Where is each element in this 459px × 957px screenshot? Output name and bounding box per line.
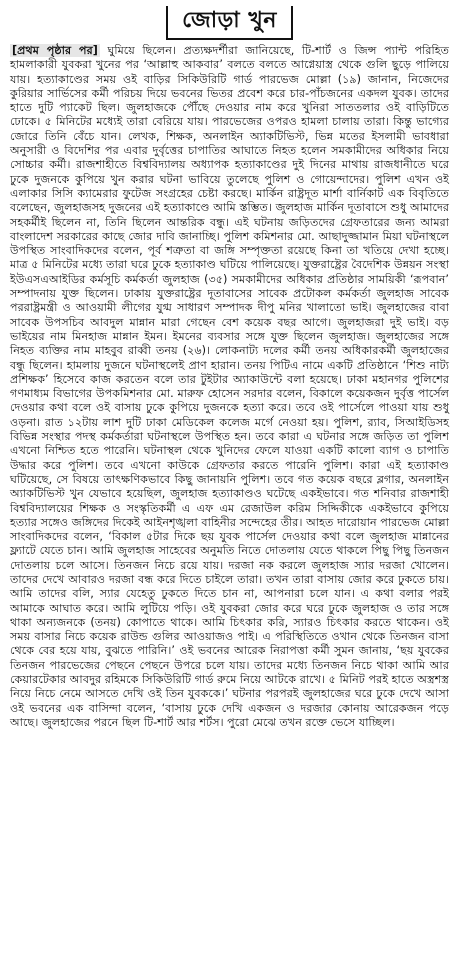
continued-from-front-page-label: [প্রথম পৃষ্ঠার পর] [12, 44, 98, 57]
article-paragraph [10, 44, 449, 730]
article-headline: জোড়া খুন [166, 6, 293, 40]
article-body [10, 44, 449, 730]
headline-box [0, 0, 459, 42]
article-text: ঘুমিয়ে ছিলেন। প্রত্যক্ষদর্শীরা জানিয়েছে, টি-শার্ট ও জিন্স প্যান্ট পরিহিত হামলাকারী যুবকরা খুনের পর ‘আল্লাহু আকবার’ বলতে বলতে আগ্নেয়াস্ত্র থেকে গুলি ছুড়ে পালিয়ে যায়। হত্যাকাণ্ডের সময় ওই বাড়ির সিকিউরিটি গার্ড পারভেজ মোল্লা (১৯) জানান, নিজেদের কুরিয়ার সার্ভিসের কর্মী পরিচয় দিয়ে ভবনের ভিতর প্রবেশ করে চার-পাঁচজনের একদল যুবক। তাদের হাতে দুটি প্যাকেট ছিল। জুলহাজকে পৌঁছে দেওয়ার নাম করে খুনিরা সাততলার ওই বাড়িটিতে ঢোকে। ৫ মিনিটের মধ্যেই তারা বেরিয়ে যায়। পারভেজের ওপরও হামলা চালায় তারা। কিন্তু ভাগ্যের জোরে তিনি বেঁচে যান। লেখক, শিক্ষক, অনলাইন অ্যাকটিভিস্ট, ভিন্ন মতের ইসলামী ভাবধারা অনুসারী ও বিদেশির পর এবার দুর্বৃত্তের চাপাতির আঘাতে নিহত হলেন সমকামীদের অধিকার নিয়ে সোচ্চার কর্মী। রাজশাহীতে বিশ্ববিদ্যালয় অধ্যাপক হত্যাকাণ্ডের দুই দিনের মাথায় রাজধানীতে ঘরে ঢুকে দুজনকে কুপিয়ে খুন করার ঘটনা ভাবিয়ে তুলেছে পুলিশ ও গোয়েন্দাদের। পুলিশ এখন ওই এলাকার সিসি ক্যামেরার ফুটেজ সংগ্রহের চেষ্টা করছে। মার্কিন রাষ্ট্রদূত মার্শা বার্নিকাট এক বিবৃতিতে বলেছেন, জুলহাজসহ দুজনের এই হত্যাকাণ্ডে আমি স্তম্ভিত। জুলহাজ মার্কিন দূতাবাসে শুধু আমাদের সহকর্মীই ছিলেন না, তিনি ছিলেন আন্তরিক বন্ধু। এই ঘটনায় জড়িতদের গ্রেফতারের জন্য আমরা বাংলাদেশ সরকারের কাছে জোর দাবি জানাচ্ছি। পুলিশ কমিশনার মো. আছাদুজ্জামান মিয়া ঘটনাস্থলে উপস্থিত সাংবাদিকদের বলেন, পূর্ব শত্রুতা বা জঙ্গি সম্পৃক্ততা রয়েছে কিনা তা খতিয়ে দেখা হচ্ছে। মাত্র ৫ মিনিটের মধ্যে তারা ঘরে ঢুকে হত্যাকাণ্ড ঘটিয়ে পালিয়েছে। যুক্তরাষ্ট্রের বৈদেশিক উন্নয়ন সংস্থা ইউএসএআইডির কর্মসূচি কর্মকর্তা জুলহাজ (৩৫) সমকামীদের অধিকার প্রতিষ্ঠার সাময়িকী ‘রূপবান’ সম্পাদনায় যুক্ত ছিলেন। ঢাকায় যুক্তরাষ্ট্রের দূতাবাসের সাবেক প্রটোকল কর্মকর্তা জুলহাজ সাবেক পররাষ্ট্রমন্ত্রী ও আওয়ামী লীগের যুগ্ম সাধারণ সম্পাদক দীপু মনির খালাতো ভাই। জুলহাজের বাবা সাবেক উপসচিব আবদুল মান্নান মারা গেছেন বেশ কয়েক বছর আগে। জুলহাজরা দুই ভাই। বড় ভাইয়ের নাম মিনহাজ মান্নান ইমন। ইমনের ব্যবসার সঙ্গে যুক্ত ছিলেন জুলহাজ। জুলহাজের সঙ্গে নিহত ব্যক্তির নাম মাহবুব রাব্বী তনয় (২৬)। লোকনাট্য দলের কর্মী তনয় অধিকারকর্মী জুলহাজের বন্ধু ছিলেন। হামলায় দুজনে ঘটনাস্থলেই প্রাণ হারান। তনয় পিটিএ নামে একটি প্রতিষ্ঠানে ‘শিশু নাট্য প্রশিক্ষক’ হিসেবে কাজ করতেন বলে তার টুইটার অ্যাকাউন্টে বলা হয়েছে। ঢাকা মহানগর পুলিশের গণমাধ্যম বিভাগের উপকমিশনার মো. মারুফ হোসেন সরদার বলেন, বিকালে কয়েকজন দুর্বৃত্ত পার্সেল দেওয়ার কথা বলে ওই বাসায় ঢুকে কুপিয়ে দুজনকে হত্যা করে। তবে ওই পার্সেলে পাওয়া যায় শুধু ওড়না। রাত ১২টায় লাশ দুটি ঢাকা মেডিকেল কলেজ মর্গে নেওয়া হয়। পুলিশ, র‌্যাব, সিআইডিসহ বিভিন্ন সংস্থার পদস্থ কর্মকর্তারা ঘটনাস্থলে উপস্থিত হন। তবে কারা এ ঘটনার সঙ্গে জড়িত তা পুলিশ এখনো নিশ্চিত হতে পারেনি। ঘটনাস্থল থেকে খুনিদের ফেলে যাওয়া একটি কালো ব্যাগ ও চাপাতি উদ্ধার করে পুলিশ। তবে এখনো কাউকে গ্রেফতার করতে পারেনি পুলিশ। কারা এই হত্যাকাণ্ড ঘটিয়েছে, সে বিষয়ে তাৎক্ষণিকভাবে কিছু জানায়নি পুলিশ। তবে গত কয়েক বছরে ব্লগার, অনলাইন অ্যাকটিভিস্ট খুন যেভাবে হয়েছিল, জুলহাজ হত্যাকাণ্ডও ঘটেছে একইভাবে। গত শনিবার রাজশাহী বিশ্ববিদ্যালয়ের শিক্ষক ও সংস্কৃতিকর্মী এ এফ এম রেজাউল করিম সিদ্দিকীকে একইভাবে কুপিয়ে হত্যার সঙ্গেও জঙ্গিদের দিকেই আইনশৃঙ্খলা বাহিনীর সন্দেহের তীর। আহত দারোয়ান পারভেজ মোল্লা সাংবাদিকদের বলেন, ‘বিকাল ৫টার দিকে ছয় যুবক পার্সেল দেওয়ার কথা বলে জুলহাজ মান্নানের ফ্ল্যাটে যেতে চান। আমি জুলহাজ সাহেবের অনুমতি নিতে দোতলায় যেতে থাকলে পিছু পিছু তিনজন দোতলায় চলে আসে। তিনজন নিচে রয়ে যায়। দরজা নক করলে জুলহাজ স্যার দরজা খোলেন। তাদের দেখে আবারও দরজা বন্ধ করে দিতে চাইলে তারা। তখন তারা বাসায় জোর করে ঢুকতে চায়। আমি তাদের বলি, স্যার যেহেতু ঢুকতে দিতে চান না, আপনারা চলে যান। এ কথা বলার পরই আমাকে আঘাত করে। আমি লুটিয়ে পড়ি। ওই যুবকরা জোর করে ঘরে ঢুকে জুলহাজ ও তার সঙ্গে থাকা অন্যজনকে (তনয়) কোপাতে থাকে। আমি চিৎকার করি, স্যারও চিৎকার করতে থাকেন। ওই সময় বাসার নিচে কয়েক রাউন্ড গুলির আওয়াজও পাই। এ পরিস্থিতিতে ওখান থেকে তিনজন বাসা থেকে বের হয়ে যায়, বুঝতে পারিনি।’ ওই ভবনের আরেক নিরাপত্তা কর্মী সুমন জানায়, ‘ছয় যুবকের তিনজন পারভেজের পেছনে পেছনে উপরে চলে যায়। তাদের মধ্যে তিনজন নিচে থাকা আমি আর কেয়ারটেকার আবদুর রহিমকে সিকিউরিটি গার্ড রুমে নিয়ে আটকে রাখে। ৫ মিনিট পরই হাতে অস্ত্রশস্ত্র নিয়ে নিচে নেমে আসতে দেখি ওই তিন যুবককে।’ ঘটনার পরপরই জুলহাজের ঘরে ঢুকে দেখে আসা ওই ভবনের এক বাসিন্দা বলেন, ‘বাসায় ঢুকে দেখি একজন ও দরজার কোনায় আরেকজন পড়ে আছে। জুলহাজের পরনে ছিল টি-শার্ট আর শর্টস। পুরো মেঝে তখন রক্তে ভেসে যাচ্ছিল। [10, 44, 449, 729]
